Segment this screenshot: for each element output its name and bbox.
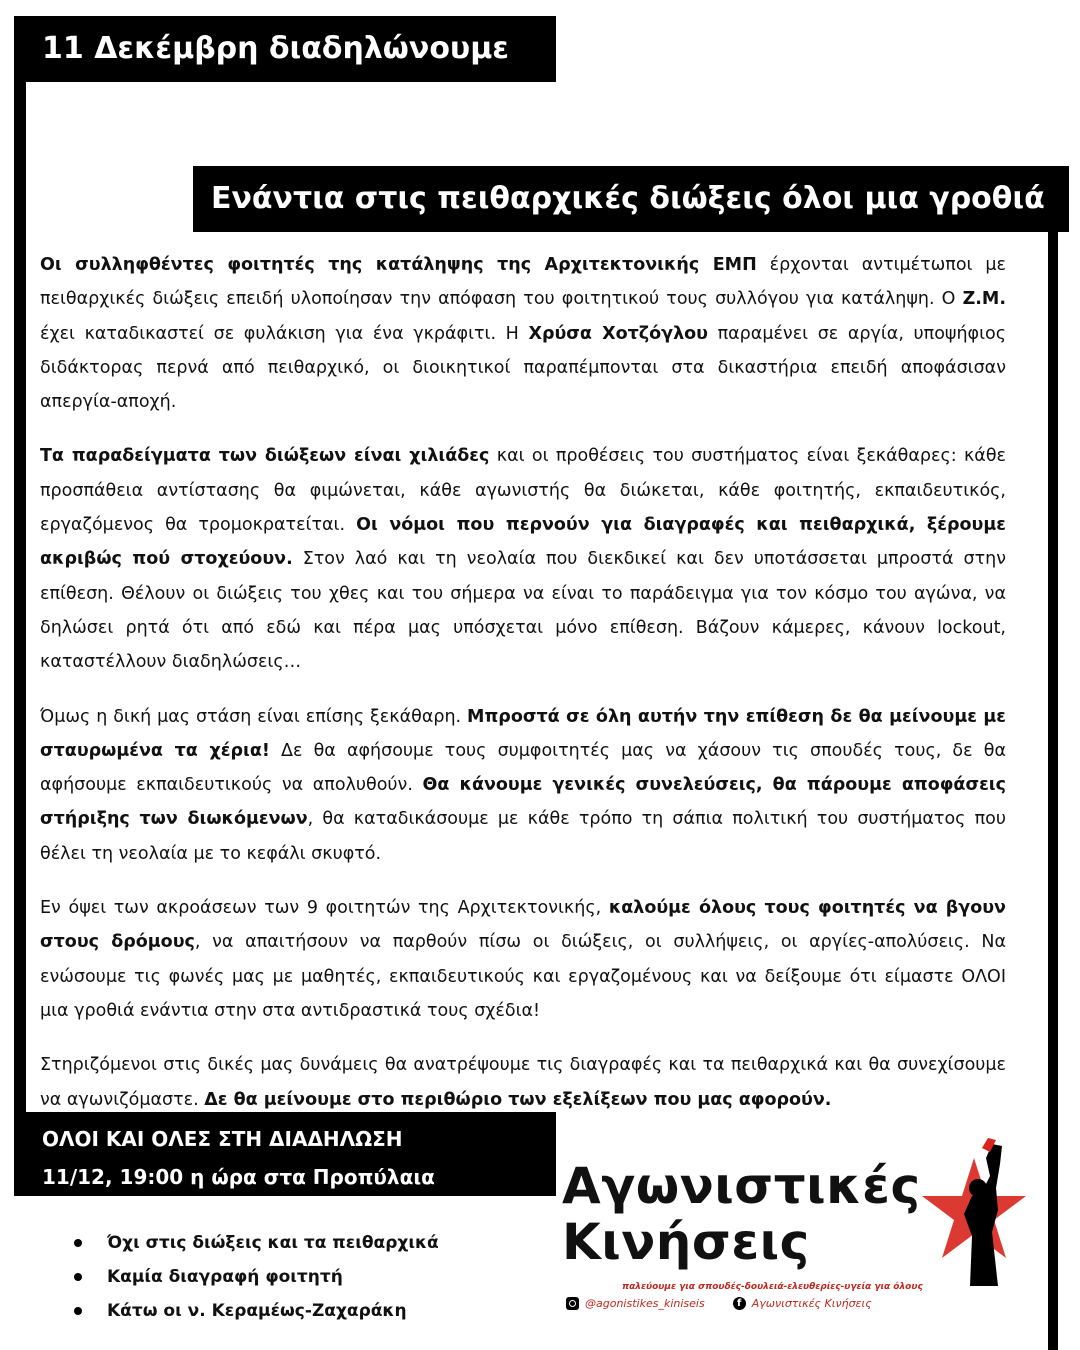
bullet-icon <box>74 1273 82 1281</box>
paragraph-2 <box>40 439 1006 679</box>
logo-line-2: Κινήσεις <box>562 1213 810 1271</box>
text-run: παραμένει σε αργία, υποψήφιος διδάκτορας περνά από πειθαρχικό, οι διοικητικοί παραπέμπονται στα δικαστήρια επειδή αποφάσισαν απεργία-αποχή. <box>40 323 1006 413</box>
text-run: , θα καταδικάσουμε με κάθε τρόπο τη σάπια πολιτική του συστήματος που θέλει τη νεολαία με το κεφάλι σκυφτό. <box>40 809 1006 864</box>
bold-text-run: καλούμε όλους τους φοιτητές να βγουν στους δρόμους <box>40 898 1006 953</box>
text-run: , να απαιτήσουν να παρθούν πίσω οι διώξεις, οι συλλήψεις, οι αργίες-απολύσεις. Να ενώσουμε τις φωνές μας με μαθητές, εκπαιδευτικούς και εργαζομένους και να δείξουμε ότι είμαστε ΟΛΟΙ μια γροθιά ενάντια στην στα αντιδραστικά τους σχέδια! <box>40 932 1006 1021</box>
cta-line-2: 11/12, 19:00 η ώρα στα Προπύλαια <box>42 1165 435 1189</box>
list-item: Καμία διαγραφή φοιτητή <box>74 1260 439 1294</box>
right-divider <box>1048 232 1058 1350</box>
bold-text-run: Δε θα μείνουμε στο περιθώριο των εξελίξεων που μας αφορούν. <box>204 1089 832 1110</box>
text-run: Στον λαό και τη νεολαία που διεκδικεί και δεν υποτάσσεται μπροστά στην επίθεση. Θέλουν οι διώξεις του χθες και του σήμερα να είναι το παράδειγμα για τον κόσμο του αγώνα, να δηλώσει ρητά ότι από εδώ και πέρα μας υπόσχεται μόνο επίθεση. Βάζουν κάμερες, κάνουν lockout, καταστέλλουν διαδηλώσεις… <box>40 549 1006 673</box>
logo-tagline: παλεύουμε για σπουδές-δουλειά-ελευθερίες-υγεία για όλους <box>622 1282 923 1292</box>
body-text <box>40 248 1006 1137</box>
text-run: Εν όψει των ακροάσεων των 9 φοιτητών της Αρχιτεκτονικής, <box>40 898 609 919</box>
list-item: Κάτω οι ν. Κεραμέως-Ζαχαράκη <box>74 1294 439 1328</box>
bullet-icon <box>74 1239 82 1247</box>
text-run: Όμως η δική μας στάση είναι επίσης ξεκάθαρη. <box>40 706 468 727</box>
page-subtitle: Ενάντια στις πειθαρχικές διώξεις όλοι μια γροθιά <box>193 166 1069 232</box>
bold-text-run: Τα παραδείγματα των διώξεων είναι χιλιάδες <box>40 446 490 467</box>
bold-text-run: Οι συλληφθέντες φοιτητές της κατάληψης της Αρχιτεκτονικής ΕΜΠ <box>40 255 757 275</box>
paragraph-3 <box>40 700 1006 871</box>
paragraph-1 <box>40 248 1006 419</box>
page-title: 11 Δεκέμβρη διαδηλώνουμε <box>14 16 556 82</box>
list-item: Όχι στις διώξεις και τα πειθαρχικά <box>74 1226 439 1260</box>
paragraph-5 <box>40 1048 1006 1117</box>
left-divider <box>14 82 26 1114</box>
text-run: έχει καταδικαστεί σε φυλάκιση για ένα γκράφιτι. Η <box>40 323 529 344</box>
text-run: Δε θα αφήσουμε τους συμφοιτητές μας να χάσουν τις σπουδές τους, δε θα αφήσουμε εκπαιδευτικούς να απολυθούν. <box>40 740 1006 796</box>
social-links <box>566 1297 872 1310</box>
bold-text-run: Οι νόμοι που περνούν για διαγραφές και πειθαρχικά, ξέρουμε ακριβώς πού στοχεύουν. <box>40 515 1006 570</box>
facebook-icon: f <box>733 1297 746 1310</box>
facebook-page[interactable]: Αγωνιστικές Κινήσεις <box>751 1297 872 1310</box>
call-to-action <box>14 1112 556 1196</box>
bold-text-run: Μπροστά σε όλη αυτήν την επίθεση δε θα μείνουμε με σταυρωμένα τα χέρια! <box>40 706 1006 761</box>
instagram-icon <box>566 1297 579 1310</box>
bullet-icon <box>74 1307 82 1315</box>
bold-text-run: Χρύσα Χοτζόγλου <box>528 323 708 344</box>
organization-logo-text <box>562 1158 921 1270</box>
text-run: Στηριζόμενοι στις δικές μας δυνάμεις θα ανατρέψουμε τις διαγραφές και τα πειθαρχικά και θα συνεχίσουμε να αγωνιζόμαστε. <box>40 1055 1006 1110</box>
bold-text-run: Ζ.Μ. <box>962 289 1006 310</box>
logo-line-1: Αγωνιστικές <box>562 1157 921 1215</box>
text-run: και οι προθέσεις του συστήματος είναι ξεκάθαρες: κάθε προσπάθεια αντίστασης θα φιμώνεται, κάθε αγωνιστής θα διώκεται, κάθε φοιτητής, εκπαιδευτικός, εργαζόμενος θα τρομοκρατείται. <box>40 446 1006 536</box>
bold-text-run: Θα κάνουμε γενικές συνελεύσεις, θα πάρουμε αποφάσεις στήριξης των διωκόμενων <box>40 775 1007 830</box>
paragraph-4 <box>40 891 1006 1028</box>
demands-list <box>74 1226 439 1328</box>
text-run: έρχονται αντιμέτωποι με πειθαρχικές διώξεις επειδή υλοποίησαν την απόφαση του φοιτητικού τους συλλόγου για κατάληψη. Ο <box>40 255 1006 310</box>
cta-line-1: ΟΛΟΙ ΚΑΙ ΟΛΕΣ ΣΤΗ ΔΙΑΔΗΛΩΣΗ <box>42 1127 403 1151</box>
instagram-handle[interactable]: @agonistikes_kiniseis <box>585 1297 705 1310</box>
raised-fist-star-icon <box>912 1136 1042 1288</box>
